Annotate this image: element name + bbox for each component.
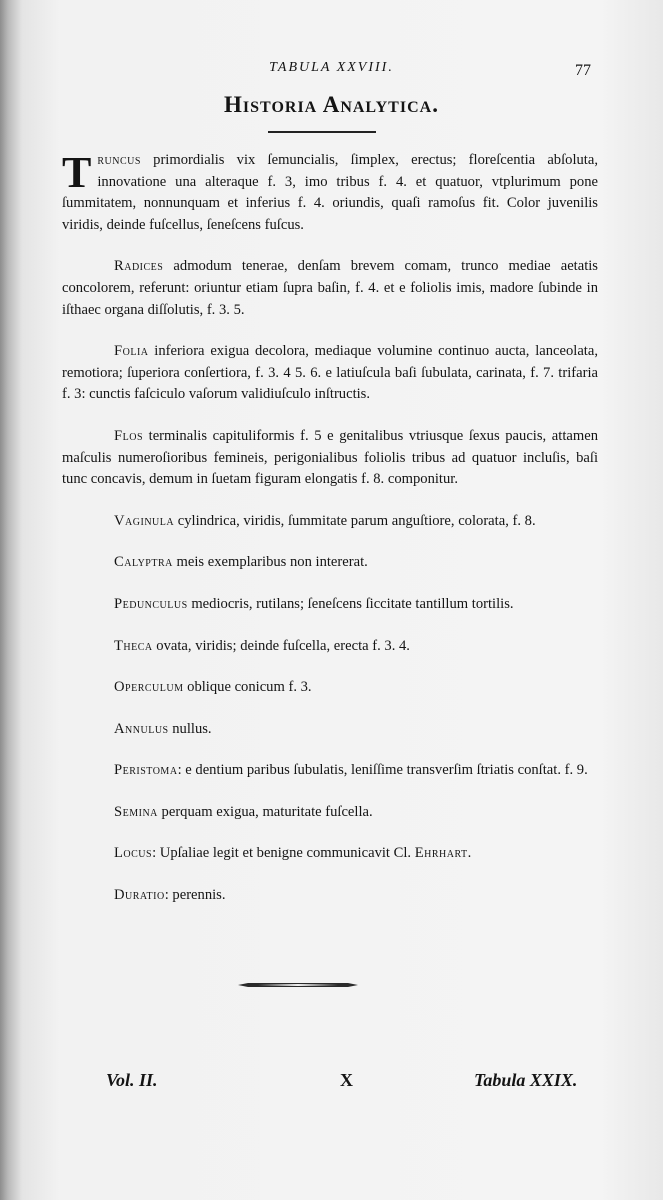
paragraph-text: cylindrica, viridis, ſummitate parum anguſtiore, colorata, f. 8. bbox=[174, 512, 536, 529]
paragraph-pedunculus bbox=[62, 594, 598, 616]
drop-cap: T bbox=[62, 148, 92, 197]
paragraph-text: inferiora exigua decolora, mediaque volumine continuo aucta, lanceolata, remotiora; ſuperiora conſertiora, f. 3. 4 5. 6. e latiuſcula baſi ſubulata, carinata, f. 7. trifaria f. 3: cunctis faſciculo vaſorum validiuſculo inſtructis. bbox=[62, 343, 598, 403]
paragraph-duratio bbox=[62, 885, 598, 907]
paragraph-text: perquam exigua, maturitate fuſcella. bbox=[157, 803, 373, 820]
collector-name: Ehrhart bbox=[414, 845, 468, 862]
paragraph-text-end: . bbox=[467, 845, 472, 862]
volume-label: Vol. II. bbox=[106, 1070, 158, 1090]
section-head-semina: Semina bbox=[114, 803, 158, 820]
paragraph-annulus bbox=[62, 719, 598, 741]
page-footer bbox=[0, 1070, 663, 1100]
section-head-calyptra: Calyptra bbox=[114, 554, 173, 571]
end-ornament bbox=[238, 981, 358, 989]
section-head-vaginula: Vaginula bbox=[114, 512, 175, 529]
paragraph-calyptra bbox=[62, 552, 598, 574]
paragraph-text: : perennis. bbox=[164, 887, 226, 904]
paragraph-text: mediocris, rutilans; ſeneſcens ſiccitate tantillum tortilis. bbox=[187, 595, 514, 612]
section-head-truncus: runcus bbox=[97, 152, 141, 168]
catchword: Tabula XXIX. bbox=[474, 1070, 578, 1090]
paragraph-flos bbox=[62, 426, 598, 491]
paragraph-text: ovata, viridis; deinde fuſcella, erecta f. 3. 4. bbox=[152, 637, 410, 654]
paragraph-truncus bbox=[62, 150, 598, 236]
paragraph-text: : Upſaliae legit et benigne communicavit Cl. bbox=[152, 845, 415, 862]
paragraph-vaginula bbox=[62, 511, 598, 533]
paragraph-text: oblique conicum f. 3. bbox=[183, 679, 312, 696]
paragraph-text: meis exemplaribus non intererat. bbox=[172, 554, 368, 571]
paragraph-folia bbox=[62, 341, 598, 406]
paragraph-text: nullus. bbox=[168, 720, 212, 737]
paragraph-text: admodum tenerae, denſam brevem comam, trunco mediae aetatis concolorem, referunt: oriuntur etiam ſupra baſin, f. 4. et e foliolis imis, madore ſubinde in iſthaec organa diſſolutis, f. 3. 5. bbox=[62, 258, 598, 318]
paragraph-peristoma bbox=[62, 760, 598, 782]
paragraph-text: primordialis vix ſemuncialis, ſimplex, erectus; floreſcentia abſoluta, innovatione una alteraque f. 3, imo tribus f. 4. et quatuor, vtplurimum pone ſummitatem, nonnunquam et inferius f. 4. oriundis, quaſi ramoſus fit. Color juvenilis viridis, deinde fuſcellus, ſeneſcens fuſcus. bbox=[62, 152, 598, 233]
section-head-annulus: Annulus bbox=[114, 720, 169, 737]
section-head-folia: Folia bbox=[114, 343, 149, 360]
section-head-locus: Locus bbox=[114, 845, 153, 862]
paragraph-text: terminalis capituliformis f. 5 e genitalibus vtriusque ſexus paucis, attamen maſculis numeroſioribus femineis, perigonialibus foliolis tribus ad quatuor incluſis, baſi tunc concavis, demum in ſuetam figuram elongatis f. 8. componitur. bbox=[62, 427, 598, 488]
paragraph-locus bbox=[62, 843, 598, 865]
section-head-radices: Radices bbox=[114, 258, 164, 275]
paragraph-semina bbox=[62, 802, 598, 824]
section-head-theca: Theca bbox=[114, 637, 153, 654]
running-head: TABULA XXVIII. bbox=[269, 60, 394, 75]
section-head-pedunculus: Pedunculus bbox=[114, 595, 188, 612]
title-rule bbox=[268, 131, 376, 133]
section-head-duratio: Duratio bbox=[114, 887, 165, 904]
paragraph-radices bbox=[62, 256, 598, 321]
paragraph-operculum bbox=[62, 677, 598, 699]
section-head-peristoma: Peristoma bbox=[114, 762, 178, 779]
page-header bbox=[0, 60, 663, 84]
signature-mark: X bbox=[340, 1070, 353, 1090]
page-number: 77 bbox=[575, 62, 591, 79]
page-title: Historia Analytica. bbox=[224, 92, 439, 117]
section-head-flos: Flos bbox=[114, 427, 144, 444]
paragraph-text: : e dentium paribus ſubulatis, leniſſime transverſim ſtriatis conſtat. f. 9. bbox=[177, 762, 588, 779]
paragraph-theca bbox=[62, 636, 598, 658]
section-head-operculum: Operculum bbox=[114, 679, 184, 696]
main-text bbox=[62, 150, 598, 927]
